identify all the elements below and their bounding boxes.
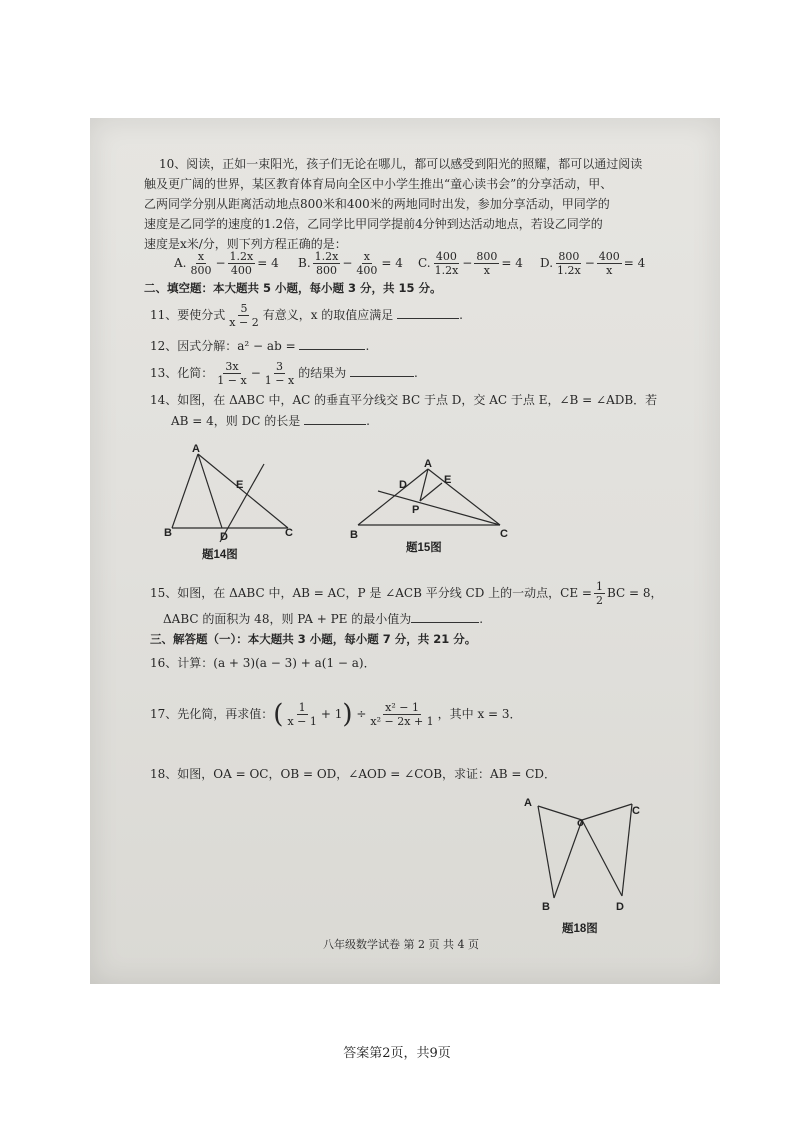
paper-footer: 八年级数学试卷 第 2 页 共 4 页 [323, 938, 479, 951]
label-d: D [616, 901, 624, 913]
segment-ab [358, 469, 428, 525]
q12: 12、因式分解：a² − ab = . [150, 339, 370, 353]
segment-cd [622, 804, 632, 896]
label-e: E [444, 474, 452, 486]
figure-18 [520, 790, 650, 940]
segment-cd [378, 491, 500, 525]
q10-line3: 乙两同学分别从距离活动地点800米和400米的两地同时出发，参加分享活动，甲同学的 [144, 197, 610, 211]
label-a: A [424, 458, 432, 470]
q10-line4: 速度是乙同学的速度的1.2倍，乙同学比甲同学提前4分钟到达活动地点，若设乙同学的 [144, 217, 603, 231]
label-c: C [500, 528, 508, 540]
q13-answer-blank[interactable] [350, 376, 414, 377]
q14-answer-blank[interactable] [304, 424, 366, 425]
segment-co [582, 804, 632, 820]
figure-18-caption: 题18图 [562, 923, 598, 935]
q14-line2: AB = 4，则 DC 的长是 . [171, 414, 370, 428]
figure-14 [150, 440, 320, 570]
q15-line2: ΔABC 的面积为 48，则 PA + PE 的最小值为 . [163, 612, 484, 626]
label-a: A [192, 443, 200, 455]
label-b: B [542, 901, 550, 913]
q10-option-a: A. $\frac{x}{800}$ − $\frac{1.2x}{400}$ = 4 [174, 250, 279, 277]
label-b: B [164, 527, 172, 539]
q18: 18、如图，OA = OC，OB = OD，∠AOD = ∠COB，求证：AB = CD． [150, 767, 557, 781]
label-c: C [285, 527, 293, 539]
segment-ac [198, 454, 288, 528]
page-footer: 答案第2页，共9页 [343, 1046, 451, 1061]
q15-answer-blank[interactable] [411, 622, 479, 623]
label-d: D [220, 531, 228, 543]
q10-option-b: B. $\frac{1.2x}{800}$ − $\frac{x}{400}$ = 4 [298, 250, 403, 277]
q12-answer-blank[interactable] [299, 349, 365, 350]
label-b: B [350, 529, 358, 541]
q14-line1: 14、如图，在 ΔABC 中，AC 的垂直平分线交 BC 于点 D，交 AC 于点 E，∠B = ∠ADB．若 [150, 393, 658, 407]
label-a: A [524, 797, 532, 809]
q10-option-c: C. $\frac{400}{1.2x}$ − $\frac{800}{x}$ = 4 [418, 250, 523, 277]
q11-answer-blank[interactable] [397, 318, 459, 319]
segment-ob [554, 820, 582, 898]
label-e: E [236, 479, 244, 491]
segment-ac [428, 469, 500, 525]
q10-line1: 10、阅读，正如一束阳光，孩子们无论在哪儿，都可以感受到阳光的照耀，都可以通过阅读 [159, 157, 643, 171]
label-c: C [632, 805, 640, 817]
q11: 11、要使分式 $\frac{5}{x - 2}$ 有意义，x 的取值应满足 . [150, 302, 463, 329]
segment-od [582, 820, 622, 896]
figure-14-caption: 题14图 [202, 549, 238, 561]
label-o: o [577, 817, 584, 829]
segment-ad [198, 454, 222, 528]
q10-option-d: D. $\frac{800}{1.2x}$ − $\frac{400}{x}$ = 4 [540, 250, 646, 277]
segment-ab [538, 806, 554, 898]
section-3-heading: 三、解答题（一）：本大题共 3 小题，每小题 7 分，共 21 分。 [150, 632, 477, 646]
label-d: D [399, 479, 407, 491]
segment-ab [172, 454, 198, 528]
q17: 17、先化简，再求值：( $\frac{1}{x - 1}$ + 1) ÷ $\frac{\text{x² − 1}}{\text{x² − 2x + 1}}$ ，其中 x = 3． [150, 699, 522, 730]
q16: 16、计算：(a + 3)(a − 3) + a(1 − a)． [150, 656, 376, 670]
figure-15 [344, 455, 514, 560]
q10-line2: 触及更广阔的世界，某区教育体育局向全区中小学生推出“童心读书会”的分享活动，甲、 [144, 177, 613, 191]
segment-ao [538, 806, 582, 820]
label-p: P [412, 504, 420, 516]
section-2-heading: 二、填空题：本大题共 5 小题，每小题 3 分，共 15 分。 [144, 281, 442, 295]
figure-15-caption: 题15图 [406, 542, 442, 554]
q10-line5: 速度是x米/分，则下列方程正确的是： [144, 237, 347, 251]
q15-line1: 15、如图，在 ΔABC 中，AB = AC，P 是 ∠ACB 平分线 CD 上的一动点，CE = $\frac{1}{2}$ BC = 8， [150, 580, 663, 607]
q13: 13、化简： $\frac{3x}{1 - x}$ − $\frac{3}{1 - x}$ 的结果为 . [150, 360, 418, 387]
